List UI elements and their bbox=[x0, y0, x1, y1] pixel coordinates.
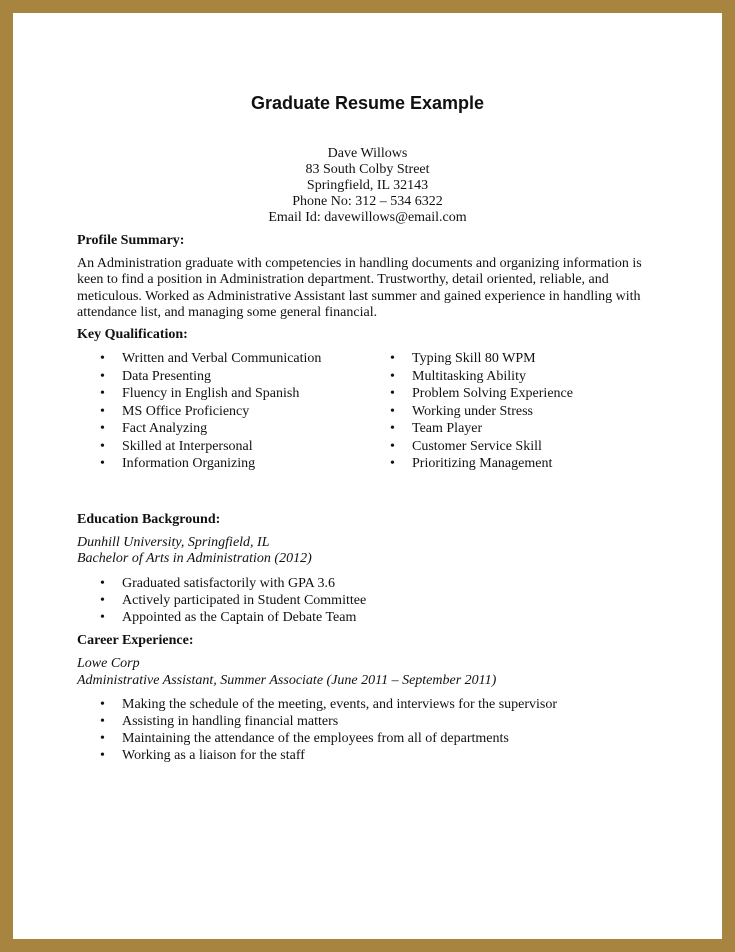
list-item: • Appointed as the Captain of Debate Team bbox=[100, 609, 366, 626]
list-item: • Information Organizing bbox=[100, 455, 321, 473]
contact-email: Email Id: davewillows@email.com bbox=[268, 210, 467, 225]
contact-city: Springfield, IL 32143 bbox=[306, 178, 429, 193]
education-heading: Education Background: bbox=[77, 512, 221, 527]
list-item: • Fact Analyzing bbox=[100, 420, 321, 438]
career-heading: Career Experience: bbox=[77, 633, 194, 648]
profile-heading: Profile Summary: bbox=[77, 233, 185, 248]
resume-title: Graduate Resume Example bbox=[250, 93, 485, 113]
list-item: • Written and Verbal Communication bbox=[100, 350, 321, 368]
list-item: • Data Presenting bbox=[100, 368, 321, 386]
qualifications-right-list bbox=[390, 350, 573, 473]
education-school: Dunhill University, Springfield, IL bbox=[77, 535, 270, 550]
list-item: • Customer Service Skill bbox=[390, 438, 573, 456]
list-item: • Fluency in English and Spanish bbox=[100, 385, 321, 403]
education-degree: Bachelor of Arts in Administration (2012) bbox=[77, 551, 312, 566]
list-item: • Maintaining the attendance of the employees from all of departments bbox=[100, 730, 557, 747]
profile-line: An Administration graduate with competencies in handling documents and organizing information is bbox=[77, 256, 642, 271]
list-item: • Working as a liaison for the staff bbox=[100, 747, 557, 764]
contact-block bbox=[0, 146, 735, 226]
list-item: • Problem Solving Experience bbox=[390, 385, 573, 403]
contact-phone: Phone No: 312 – 534 6322 bbox=[292, 194, 443, 209]
contact-name: Dave Willows bbox=[327, 146, 408, 161]
list-item: • Skilled at Interpersonal bbox=[100, 438, 321, 456]
list-item: • Prioritizing Management bbox=[390, 455, 573, 473]
list-item: • Actively participated in Student Committee bbox=[100, 592, 366, 609]
career-list bbox=[100, 696, 557, 764]
career-company: Lowe Corp bbox=[77, 656, 140, 671]
list-item: • Graduated satisfactorily with GPA 3.6 bbox=[100, 575, 366, 592]
profile-summary bbox=[77, 256, 657, 322]
list-item: • Multitasking Ability bbox=[390, 368, 573, 386]
profile-line: meticulous. Worked as Administrative Assistant last summer and gained experience in handling with bbox=[77, 288, 641, 304]
list-item: • Assisting in handling financial matters bbox=[100, 713, 557, 730]
profile-line: keen to find a position in Administration department. Trustworthy, detail oriented, reliable, and bbox=[77, 272, 609, 288]
list-item: • Working under Stress bbox=[390, 403, 573, 421]
list-item: • Typing Skill 80 WPM bbox=[390, 350, 573, 368]
career-position: Administrative Assistant, Summer Associate (June 2011 – September 2011) bbox=[77, 673, 497, 688]
qualifications-left-list bbox=[100, 350, 321, 473]
list-item: • MS Office Proficiency bbox=[100, 403, 321, 421]
contact-street: 83 South Colby Street bbox=[305, 162, 430, 177]
list-item: • Making the schedule of the meeting, events, and interviews for the supervisor bbox=[100, 696, 557, 713]
qualifications-heading: Key Qualification: bbox=[77, 327, 188, 342]
list-item: • Team Player bbox=[390, 420, 573, 438]
profile-line: attendance list, and managing some general financial. bbox=[77, 305, 378, 321]
education-list bbox=[100, 575, 366, 626]
